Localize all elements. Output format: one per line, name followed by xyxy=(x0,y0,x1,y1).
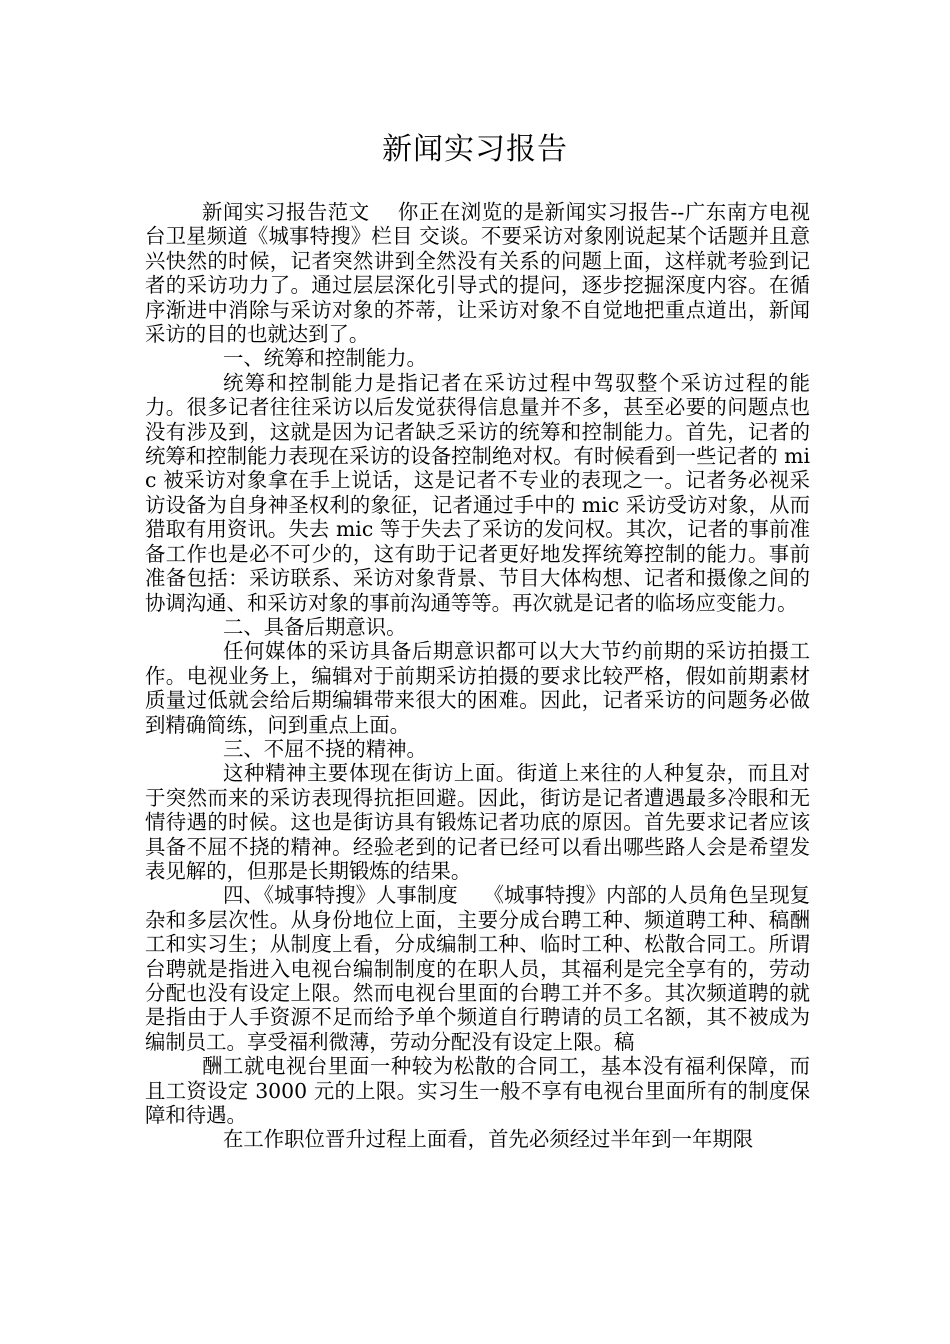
document-title: 新闻实习报告 xyxy=(382,132,568,167)
paragraph: 这种精神主要体现在街访上面。街道上来往的人种复杂，而且对于突然而来的采访表现得抗拒回避。因此，街访是记者遭遇最多冷眼和无情待遇的时候。这也是街访具有锻炼记者功底的原因。首先要求记者应该具备不屈不挠的精神。经验老到的记者已经可以看出哪些路人会是希望发表见解的，但那是长期锻炼的结果。 xyxy=(145,761,810,883)
paragraph: 一、统筹和控制能力。 xyxy=(223,346,427,371)
paragraph: 在工作职位晋升过程上面看，首先必须经过半年到一年期限 xyxy=(223,1127,754,1152)
paragraph: 任何媒体的采访具备后期意识都可以大大节约前期的采访拍摄工作。电视业务上，编辑对于前期采访拍摄的要求比较严格，假如前期素材质量过低就会给后期编辑带来很大的困难。因此，记者采访的问题务必做到精确简练，问到重点上面。 xyxy=(145,639,810,737)
paragraph: 新闻实习报告范文 你正在浏览的是新闻实习报告--广东南方电视台卫星频道《城事特搜》栏目 交谈。不要采访对象刚说起某个话题并且意兴快然的时候，记者突然讲到全然没有关系的问题上面，这样就考验到记者的采访功力了。通过层层深化引导式的提问，逐步挖掘深度内容。在循序渐进中消除与采访对象的芥蒂，让采访对象不自觉地把重点道出，新闻采访的目的也就达到了。 xyxy=(145,200,810,347)
paragraph: 二、具备后期意识。 xyxy=(223,614,407,639)
document-body xyxy=(145,200,810,1152)
paragraph: 四、《城事特搜》人事制度 《城事特搜》内部的人员角色呈现复杂和多层次性。从身份地位上面，主要分成台聘工种、频道聘工种、稿酬工和实习生；从制度上看，分成编制工种、临时工种、松散合同工。所谓台聘就是指进入电视台编制制度的在职人员，其福利是完全享有的，劳动分配也没有设定上限。然而电视台里面的台聘工并不多。其次频道聘的就是指由于人手资源不足而给予单个频道自行聘请的员工名额，其不被成为编制员工。享受福利微薄，劳动分配没有设定上限。稿 xyxy=(145,883,810,1054)
paragraph: 统筹和控制能力是指记者在采访过程中驾驭整个采访过程的能力。很多记者往往采访以后发觉获得信息量并不多，甚至必要的问题点也没有涉及到，这就是因为记者缺乏采访的统筹和控制能力。首先，记者的统筹和控制能力表现在采访的设备控制绝对权。有时候看到一些记者的 mic 被采访对象拿在手上说话，这是记者不专业的表现之一。记者务必视采访设备为自身神圣权利的象征，记者通过手中的 mic 采访受访对象，从而猎取有用资讯。失去 mic 等于失去了采访的发问权。其次，记者的事前准备工作也是必不可少的，这有助于记者更好地发挥统筹控制的能力。事前准备包括：采访联系、采访对象背景、节目大体构想、记者和摄像之间的协调沟通、和采访对象的事前沟通等等。再次就是记者的临场应变能力。 xyxy=(145,370,810,615)
paragraph: 酬工就电视台里面一种较为松散的合同工，基本没有福利保障，而且工资设定 3000 元的上限。实习生一般不享有电视台里面所有的制度保障和待遇。 xyxy=(145,1054,810,1128)
paragraph: 三、不屈不挠的精神。 xyxy=(223,736,427,761)
